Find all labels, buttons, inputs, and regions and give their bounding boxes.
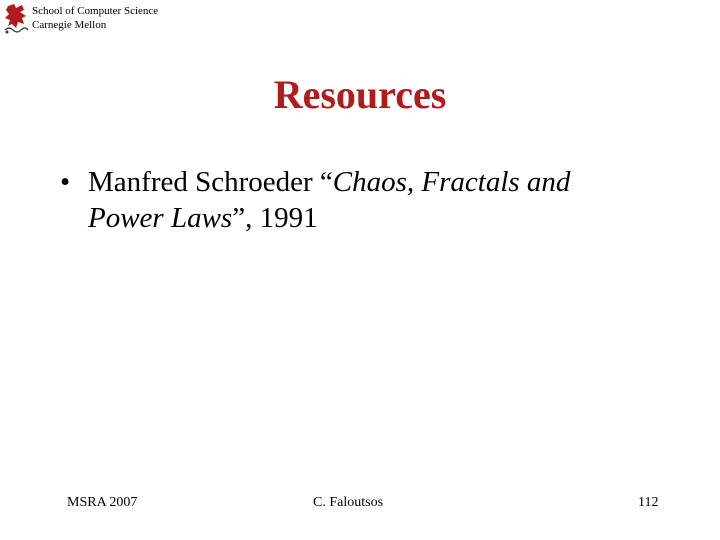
bullet-book-title-part2: Power Laws	[88, 202, 233, 234]
bullet-year: ”, 1991	[232, 202, 318, 234]
bullet-icon: •	[60, 166, 71, 198]
griffin-logo-icon	[2, 2, 30, 36]
bullet-open-quote: “	[319, 166, 333, 198]
bullet-text	[88, 164, 660, 236]
slide-title: Resources	[273, 72, 447, 117]
bullet-author: Manfred Schroeder	[88, 166, 320, 198]
footer-event: MSRA 2007	[67, 495, 138, 510]
footer-page-number: 112	[638, 495, 659, 510]
organization-label	[32, 4, 158, 32]
footer-author: C. Faloutsos	[313, 495, 384, 510]
bullet-item-resource	[60, 164, 660, 236]
bullet-book-title-part1: Chaos, Fractals and	[332, 166, 571, 198]
org-line-school: School of Computer Science	[32, 5, 159, 17]
org-line-university: Carnegie Mellon	[32, 19, 107, 31]
